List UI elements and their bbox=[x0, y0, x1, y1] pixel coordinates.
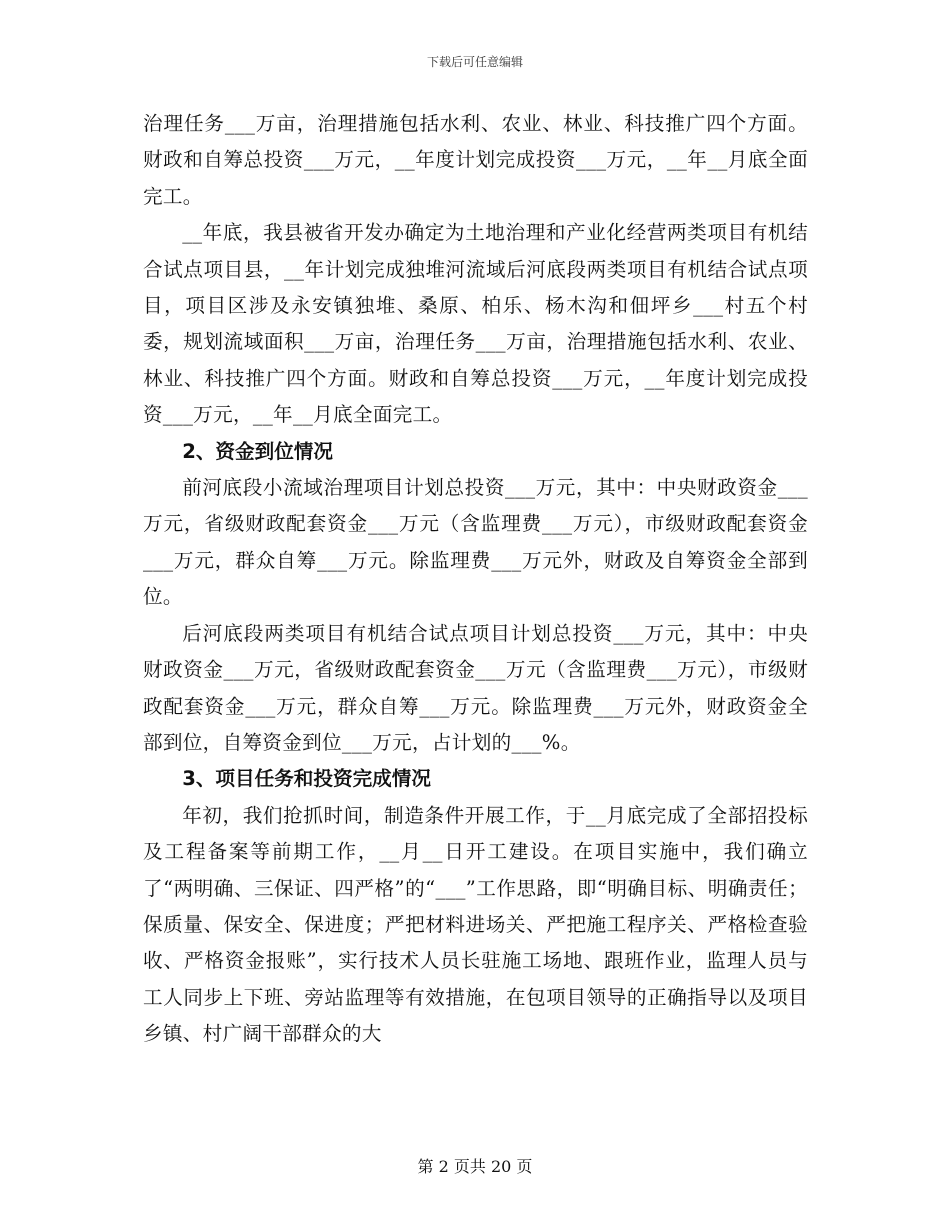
page-header: 下载后可任意编辑 bbox=[426, 55, 523, 69]
paragraph-3: 前河底段小流域治理项目计划总投资___万元，其中：中央财政资金___万元，省级财政配套资金___万元（含监理费___万元），市级财政配套资金___万元，群众自筹___万元。除监理费___万元外，财政及自筹资金全部到位。 bbox=[143, 476, 808, 609]
paragraph-2: __年底，我县被省开发办确定为土地治理和产业化经营两类项目有机结合试点项目县，__年计划完成独堆河流域后河底段两类项目有机结合试点项目，项目区涉及永安镇独堆、桑原、柏乐、杨木沟和佃坪乡___村五个村委，规划流域面积___万亩，治理任务___万亩，治理措施包括水利、农业、林业、科技推广四个方面。财政和自筹总投资___万元，__年度计划完成投资___万元，__年__月底全面完工。 bbox=[143, 221, 808, 427]
page-footer: 第 2 页共 20 页 bbox=[417, 1157, 533, 1176]
paragraph-4: 后河底段两类项目有机结合试点项目计划总投资___万元，其中：中央财政资金___万元，省级财政配套资金___万元（含监理费___万元），市级财政配套资金___万元，群众自筹___万元。除监理费___万元外，财政资金全部到位，自筹资金到位___万元，占计划的___%。 bbox=[143, 621, 808, 754]
document-body bbox=[143, 106, 808, 1053]
paragraph-5: 年初，我们抢抓时间，制造条件开展工作，于__月底完成了全部招投标及工程备案等前期工作，__月__日开工建设。在项目实施中，我们确立了“两明确、三保证、四严格”的“___”工作思路，即“明确目标、明确责任；保质量、保安全、保进度；严把材料进场关、严把施工程序关、严格检查验收、严格资金报账”，实行技术人员长驻施工场地、跟班作业，监理人员与工人同步上下班、旁站监理等有效措施，在包项目领导的正确指导以及项目乡镇、村广阔干部群众的大 bbox=[143, 803, 808, 1046]
paragraph-1: 治理任务___万亩，治理措施包括水利、农业、林业、科技推广四个方面。财政和自筹总投资___万元，__年度计划完成投资___万元，__年__月底全面完工。 bbox=[143, 112, 808, 208]
section-heading-2: 2、资金到位情况 bbox=[182, 439, 333, 463]
section-heading-3: 3、项目任务和投资完成情况 bbox=[182, 767, 431, 791]
